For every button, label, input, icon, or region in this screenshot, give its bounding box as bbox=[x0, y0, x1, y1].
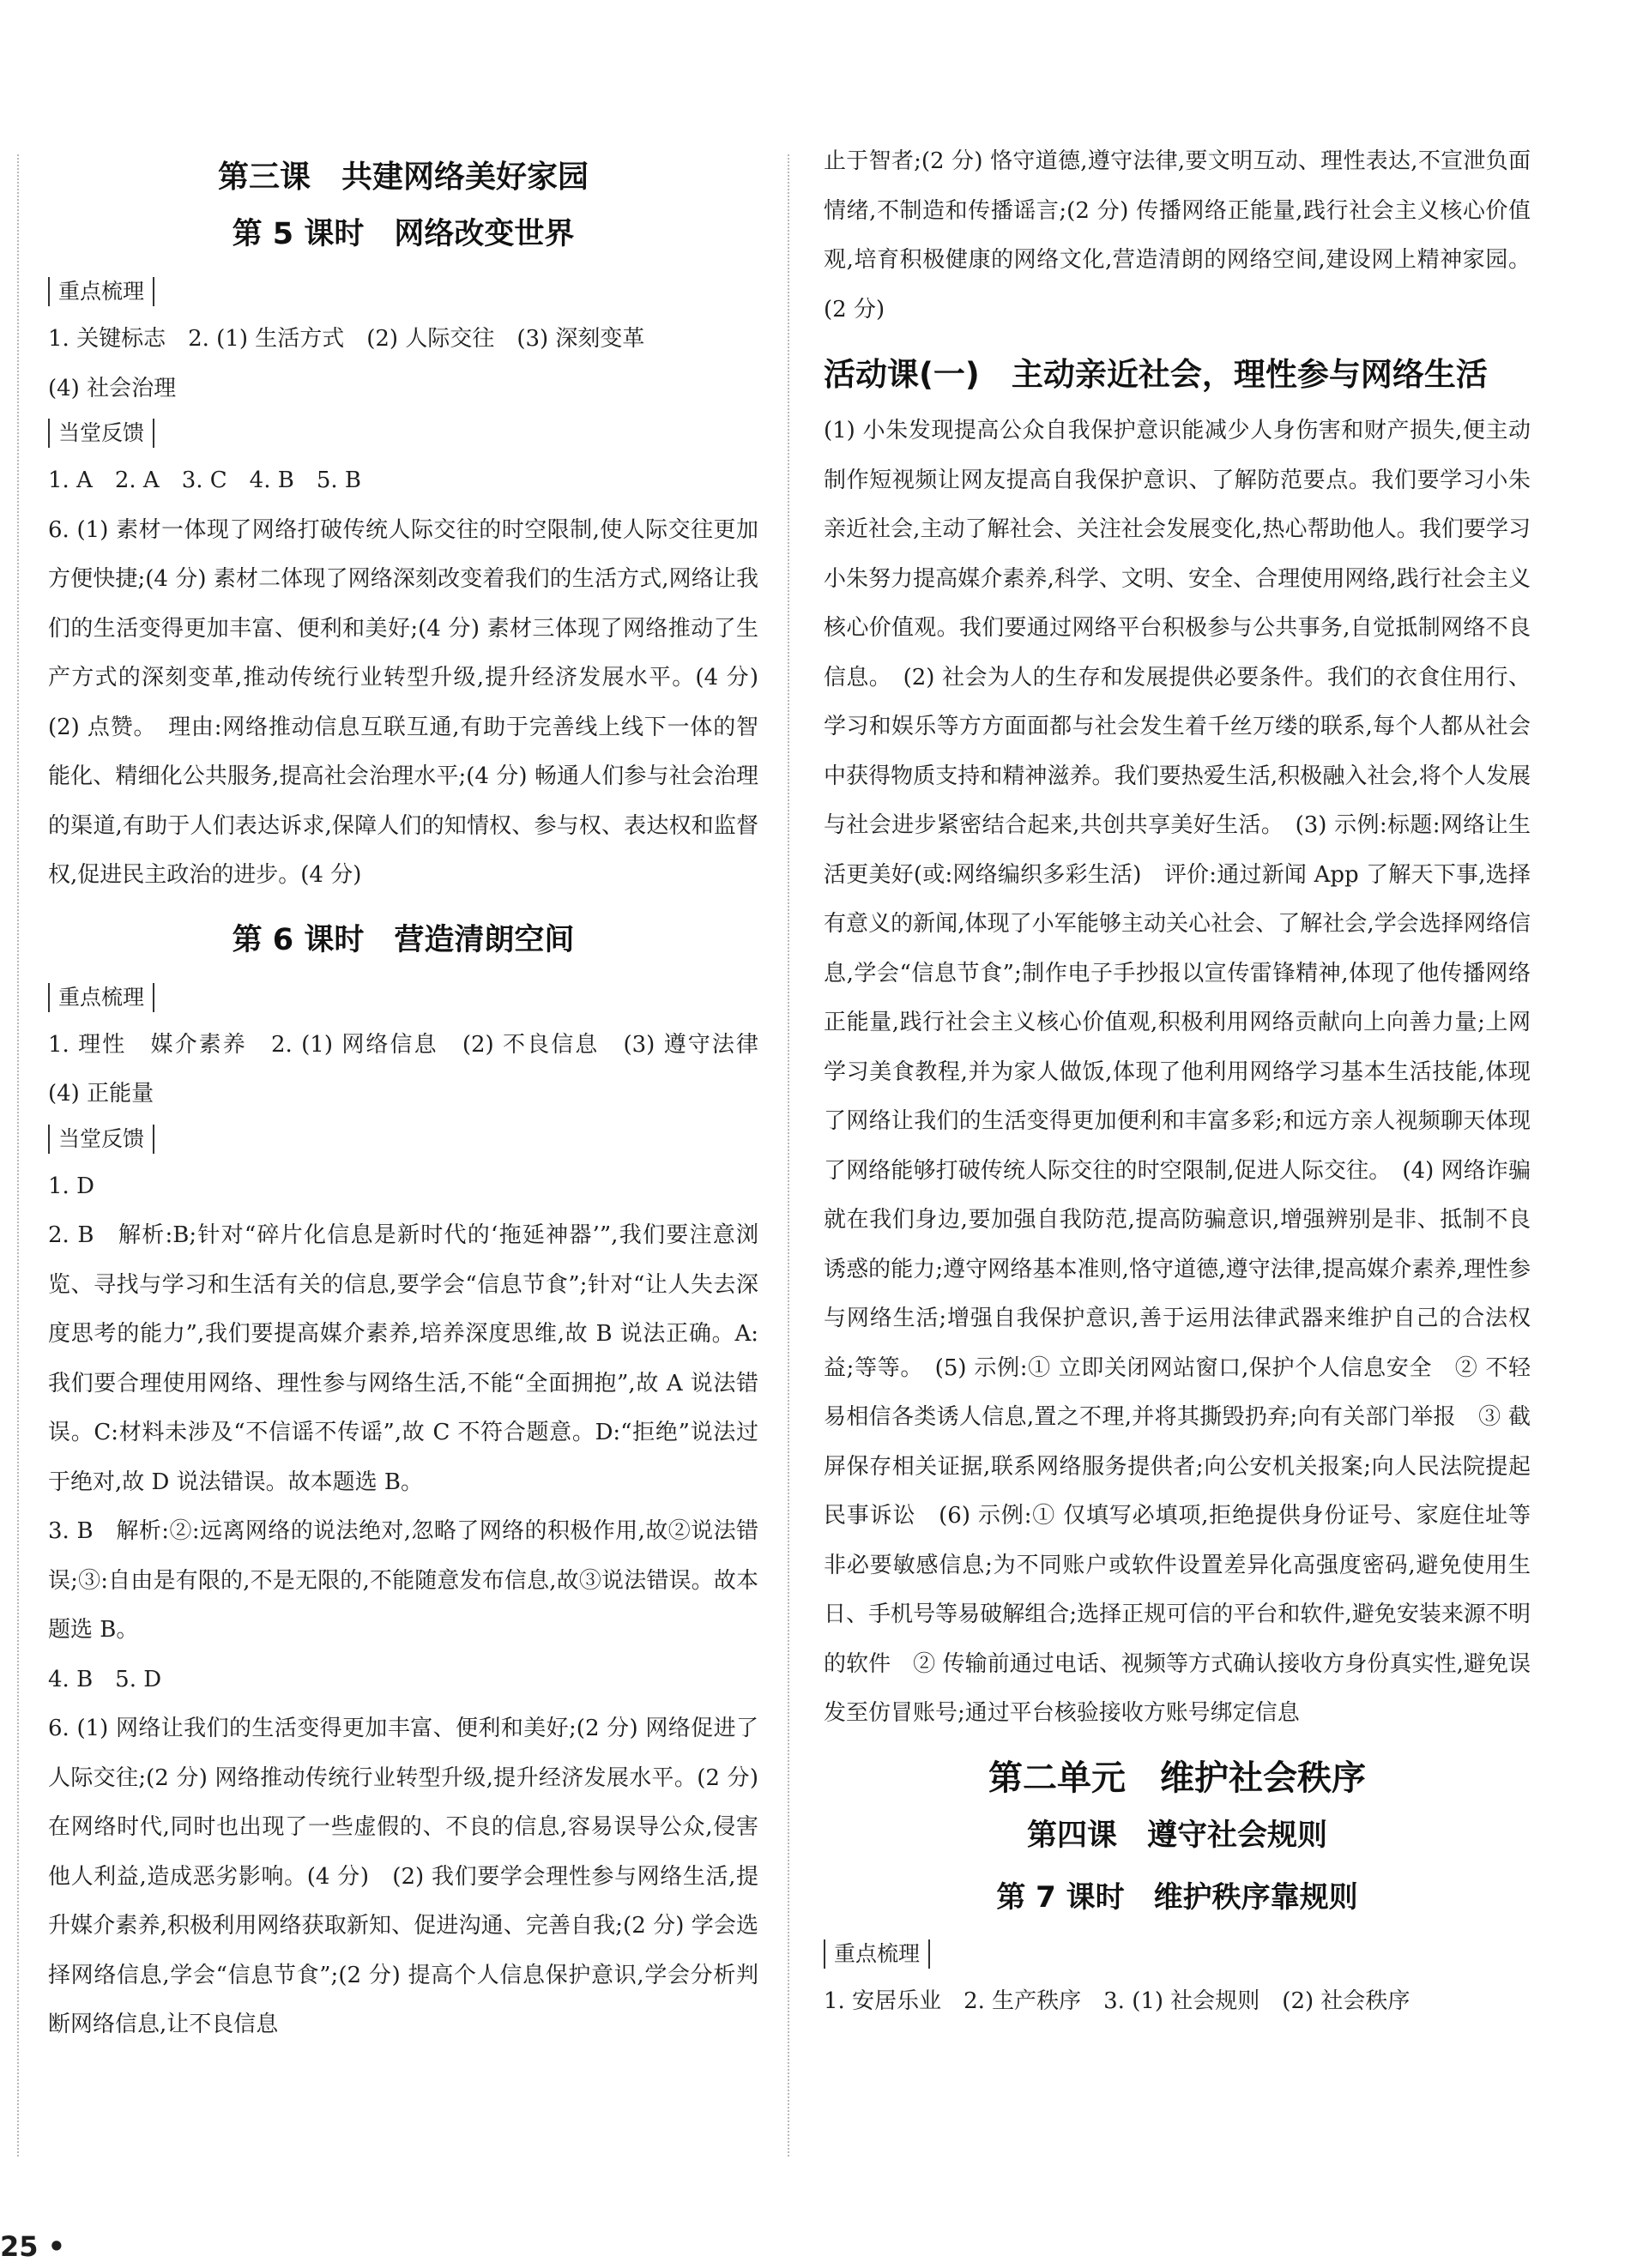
lesson-title: 第三课 共建网络美好家园 bbox=[217, 160, 589, 195]
period-6-q3-answer: 3. B 解析:②:远离网络的说法绝对,忽略了网络的积极作用,故②说法错误;③:自由是有限的,不是无限的,不能随意发布信息,故③说法错误。故本题选 B。 bbox=[48, 1518, 758, 1643]
period-5-key-line-2: (4) 社会治理 bbox=[48, 375, 177, 401]
key-points-tag: 重点梳理 bbox=[824, 1939, 930, 1969]
period-6-q6-answer: 6. (1) 网络让我们的生活变得更加丰富、便利和美好;(2 分) 网络促进了人际交往;(2 分) 网络推动传统行业转型升级,提升经济发展水平。(2 分) 在网络时代,同时也出现了一些虚假的、不良的信息,容易误导公众,侵害他人利益,造成恶劣影响。(4 分) (2) 我们要学会理性参与网络生活,提升媒介素养,积极利用网络获取新知、促进沟通、完善自我;(2 分) 学会选择网络信息,学会“信息节食”;(2 分) 提高个人信息保护意识,学会分析判断网络信息,让不良信息 bbox=[48, 1716, 758, 2037]
activity-answers: (1) 小朱发现提高公众自我保护意识能减少人身伤害和财产损失,便主动制作短视频让网友提高自我保护意识、了解防范要点。我们要学习小朱亲近社会,主动了解社会、关注社会发展变化,热心帮助他人。我们要学习小朱努力提高媒介素养,科学、文明、安全、合理使用网络,践行社会主义核心价值观。我们要通过网络平台积极参与公共事务,自觉抵制网络不良信息。 (2) 社会为人的生存和发展提供必要条件。我们的衣食住用行、学习和娱乐等方方面面都与社会发生着千丝万缕的联系,每个人都从社会中获得物质支持和精神滋养。我们要热爱生活,积极融入社会,将个人发展与社会进步紧密结合起来,共创共享美好生活。 (3) 示例:标题:网络让生活更美好(或:网络编织多彩生活) 评价:通过新闻 App 了解天下事,选择有意义的新闻,体现了小军能够主动关心社会、了解社会,学会选择网络信息,学会“信息节食”;制作电子手抄报以宣传雷锋精神,体现了他传播网络正能量,践行社会主义核心价值观,积极利用网络贡献向上向善力量;上网学习美食教程,并为家人做饭,体现了他利用网络学习基本生活技能,体现了网络让我们的生活变得更加便利和丰富多彩;和远方亲人视频聊天体现了网络能够打破传统人际交往的时空限制,促进人际交往。 (4) 网络诈骗就在我们身边,要加强自我防范,提高防骗意识,增强辨别是非、抵制不良诱惑的能力;遵守网络基本准则,恪守道德,遵守法律,提高媒介素养,理性参与网络生活;增强自我保护意识,善于运用法律武器来维护自己的合法权益;等等。 (5) 示例:① 立即关闭网站窗口,保护个人信息安全 ② 不轻易相信各类诱人信息,置之不理,并将其撕毁扔弃;向有关部门举报 ③ 截屏保存相关证据,联系网络服务提供者;向公安机关报案;向人民法院提起民事诉讼 (6) 示例:① 仅填写必填项,拒绝提供身份证号、家庭住址等非必要敏感信息;为不同账户或软件设置差异化高强度密码,避免使用生日、手机号等易破解组合;选择正规可信的平台和软件,避免安装来源不明的软件 ② 传输前通过电话、视频等方式确认接收方身份真实性,避免误发至仿冒账号;通过平台核验接收方账号绑定信息 bbox=[824, 418, 1531, 1726]
period-6-q6-continued: 止于智者;(2 分) 恪守道德,遵守法律,要文明互动、理性表达,不宣泄负面情绪,不制造和传播谣言;(2 分) 传播网络正能量,践行社会主义核心价值观,培育积极健康的网络文化,营造清朗的网络空间,建设网上精神家园。(2 分) bbox=[824, 148, 1531, 323]
period-6-title: 第 6 课时 营造清朗空间 bbox=[232, 922, 575, 957]
lesson-4-title: 第四课 遵守社会规则 bbox=[1026, 1818, 1327, 1853]
period-6-key-answers: 1. 理性 媒介素养 2. (1) 网络信息 (2) 不良信息 (3) 遵守法律 (4) 正能量 bbox=[48, 1031, 782, 1107]
period-5-q6-answer: 6. (1) 素材一体现了网络打破传统人际交往的时空限制,使人际交往更加方便快捷;(4 分) 素材二体现了网络深刻改变着我们的生活方式,网络让我们的生活变得更加丰富、便利和美好;(4 分) 素材三体现了网络推动了生产方式的深刻变革,推动传统行业转型升级,提升经济发展水平。(4 分) (2) 点赞。 理由:网络推动信息互联互通,有助于完善线上线下一体的智能化、精细化公共服务,提高社会治理水平;(4 分) 畅通人们参与社会治理的渠道,有助于人们表达诉求,保障人们的知情权、参与权、表达权和监督权,促进民主政治的进步。(4 分) bbox=[48, 516, 782, 888]
unit-title: 第二单元 维护社会秩序 bbox=[988, 1758, 1366, 1798]
left-column bbox=[48, 144, 782, 2050]
column-divider bbox=[788, 154, 789, 2156]
key-points-tag: 重点梳理 bbox=[48, 983, 154, 1012]
period-6-q4-q5-answers: 4. B 5. D bbox=[48, 1666, 162, 1692]
period-5-key-line-1: 1. 关键标志 2. (1) 生活方式 (2) 人际交往 (3) 深刻变革 bbox=[48, 326, 645, 352]
period-6-q2-answer: 2. B 解析:B;针对“碎片化信息是新时代的‘拖延神器’”,我们要注意浏览、寻找与学习和生活有关的信息,要学会“信息节食”;针对“让人失去深度思考的能力”,我们要提高媒介素养,培养深度思维,故 B 说法正确。A:我们要合理使用网络、理性参与网络生活,不能“全面拥抱”,故 A 说法错误。C:材料未涉及“不信谣不传谣”,故 C 不符合题意。D:“拒绝”说法过于绝对,故 D 说法错误。故本题选 B。 bbox=[48, 1222, 758, 1495]
right-column bbox=[824, 144, 1531, 2026]
key-points-tag: 重点梳理 bbox=[48, 277, 154, 306]
period-6-q1-answer: 1. D bbox=[48, 1173, 94, 1199]
period-5-mc-answers: 1. A 2. A 3. C 4. B 5. B bbox=[48, 467, 362, 493]
feedback-tag: 当堂反馈 bbox=[48, 419, 154, 448]
left-margin-divider bbox=[17, 154, 19, 2156]
page-number: 25 • bbox=[0, 2230, 66, 2263]
period-7-title: 第 7 课时 维护秩序靠规则 bbox=[996, 1879, 1358, 1915]
period-5-title: 第 5 课时 网络改变世界 bbox=[232, 217, 575, 251]
period-7-key-answers: 1. 安居乐业 2. 生产秩序 3. (1) 社会规则 (2) 社会秩序 bbox=[824, 1988, 1411, 2014]
activity-lesson-title: 活动课(一) 主动亲近社会，理性参与网络生活 bbox=[824, 356, 1488, 393]
feedback-tag: 当堂反馈 bbox=[48, 1125, 154, 1154]
